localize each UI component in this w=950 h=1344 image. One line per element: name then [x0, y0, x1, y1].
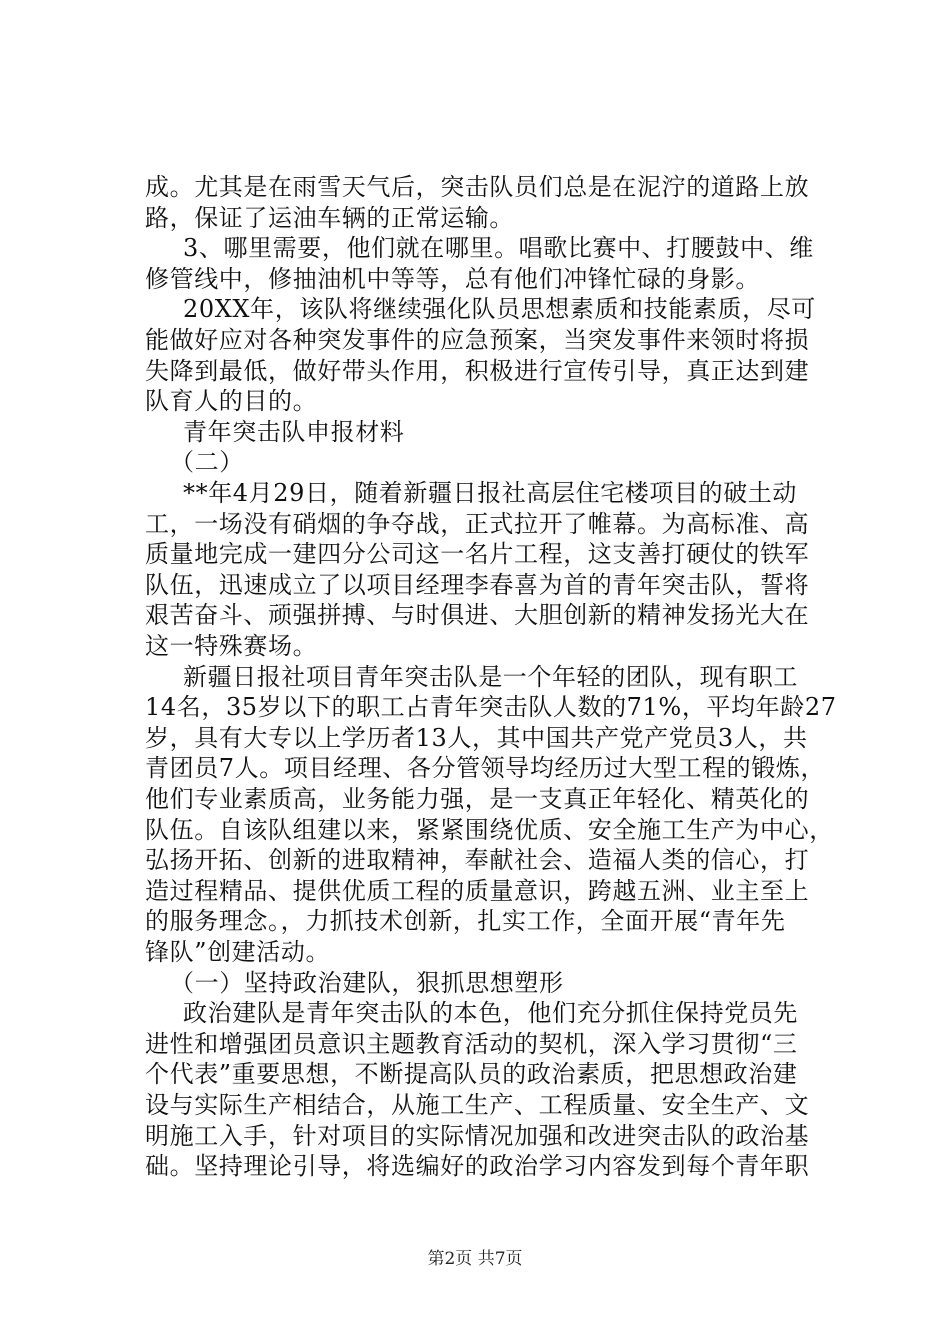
text-line: 进性和增强团员意识主题教育活动的契机，深入学习贯彻“三 — [145, 1030, 798, 1058]
text-line: 设与实际生产相结合，从施工生产、工程质量、安全生产、文 — [145, 1091, 810, 1119]
text-line: 弘扬开拓、创新的进取精神，奉献社会、造福人类的信心，打 — [145, 846, 810, 874]
text-line: 路，保证了运油车辆的正常运输。 — [145, 204, 514, 232]
text-line: 3、哪里需要，他们就在哪里。唱歌比赛中、打腰鼓中、维 — [183, 234, 814, 262]
section-heading: （一）坚持政治建队，狠抓思想塑形 — [170, 969, 564, 997]
text-line: 成。尤其是在雨雪天气后，突击队员们总是在泥泞的道路上放 — [145, 173, 810, 201]
section-heading: 青年突击队申报材料 — [183, 418, 405, 446]
text-line: **年4月29日，随着新疆日报社高层住宅楼项目的破土动 — [183, 479, 798, 507]
text-line: 艰苦奋斗、顽强拼搏、与时俱进、大胆创新的精神发扬光大在 — [145, 601, 810, 629]
section-subheading: （二） — [170, 448, 244, 476]
text-line: 队育人的目的。 — [145, 387, 318, 415]
text-line: 20XX年，该队将继续强化队员思想素质和技能素质，尽可 — [183, 295, 816, 323]
text-line: 青团员7人。项目经理、各分管领导均经历过大型工程的锻炼， — [145, 754, 826, 782]
text-line: 这一特殊赛场。 — [145, 632, 318, 660]
text-line: 新疆日报社项目青年突击队是一个年轻的团队，现有职工 — [183, 663, 798, 691]
text-line: 质量地完成一建四分公司这一名片工程，这支善打硬仗的铁军 — [145, 540, 810, 568]
text-line: 造过程精品、提供优质工程的质量意识，跨越五洲、业主至上 — [145, 877, 810, 905]
text-line: 础。坚持理论引导，将选编好的政治学习内容发到每个青年职 — [145, 1152, 810, 1180]
text-line: 明施工入手，针对项目的实际情况加强和改进突击队的政治基 — [145, 1122, 810, 1150]
text-line: 锋队”创建活动。 — [145, 938, 331, 966]
text-line: 能做好应对各种突发事件的应急预案，当突发事件来领时将损 — [145, 326, 810, 354]
text-line: 的服务理念。，力抓技术创新，扎实工作，全面开展“青年先 — [145, 907, 786, 935]
text-line: 队伍。自该队组建以来，紧紧围绕优质、安全施工生产为中心， — [145, 816, 834, 844]
text-line: 岁，具有大专以上学历者13人，其中国共产党产党员3人，共 — [145, 724, 808, 752]
text-line: 工，一场没有硝烟的争夺战，正式拉开了帷幕。为高标准、高 — [145, 510, 810, 538]
text-line: 14名，35岁以下的职工占青年突击队人数的71%，平均年龄27 — [145, 693, 837, 721]
text-line: 他们专业素质高，业务能力强，是一支真正年轻化、精英化的 — [145, 785, 810, 813]
page-number-footer: 第2页 共7页 — [427, 1249, 523, 1269]
text-line: 失降到最低，做好带头作用，积极进行宣传引导，真正达到建 — [145, 357, 810, 385]
text-line: 修管线中，修抽油机中等等，总有他们冲锋忙碌的身影。 — [145, 265, 760, 293]
text-line: 政治建队是青年突击队的本色，他们充分抓住保持党员先 — [183, 999, 798, 1027]
text-line: 队伍，迅速成立了以项目经理李春喜为首的青年突击队，誓将 — [145, 571, 810, 599]
text-line: 个代表”重要思想，不断提高队员的政治素质，把思想政治建 — [145, 1060, 798, 1088]
